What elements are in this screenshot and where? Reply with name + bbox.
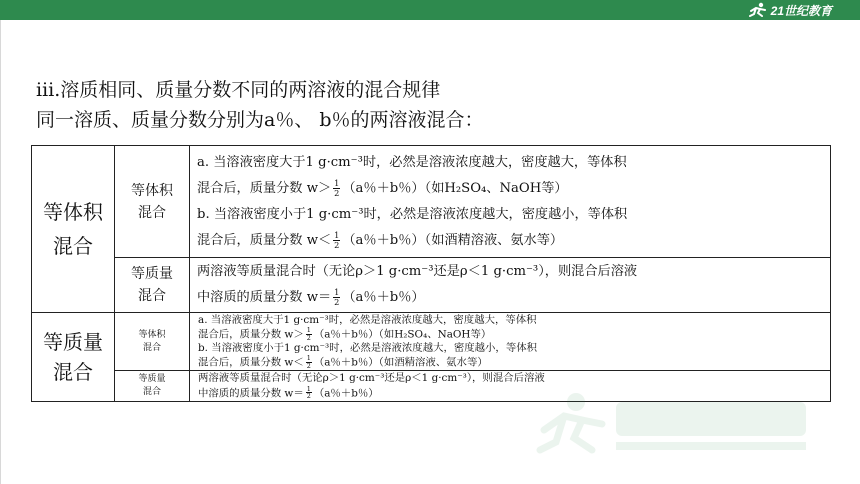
rule-a-line1: a. 当溶液密度大于1 g·cm⁻³时，必然是溶液浓度越大，密度越大，等体积 [197,154,627,170]
mixing-rules-table [31,145,831,313]
rule-c-line1: 两溶液等质量混合时（无论ρ＞1 g·cm⁻³还是ρ＜1 g·cm⁻³），则混合后溶液 [197,264,638,279]
rule-b-line1: b. 当溶液密度小于1 g·cm⁻³时，必然是溶液浓度越大，密度越小，等体积 [197,206,628,222]
logo-text: 21世纪教育 [770,3,832,18]
brand-logo [748,1,832,19]
half-fraction: $\frac{1}{2}$ [306,353,311,370]
top-bar [0,0,860,20]
subheader-equal-mass: 等质量 混合 [115,258,190,313]
runner-logo-icon [748,2,768,18]
subheader-equal-mass-small: 等质量 混合 [115,371,190,402]
watermark-logo-icon [536,388,816,458]
rule-equal-mass-small: 两溶液等质量混合时（无论ρ＞1 g·cm⁻³还是ρ＜1 g·cm⁻³），则混合后溶液 中溶质的质量分数 w＝ $\frac{1}{2}$ （a％＋b％） [190,371,831,402]
subheader-equal-volume: 等体积 混合 [115,146,190,258]
rule-c-line2: 中溶质的质量分数 w＝ $\frac{1}{2}$ （a％＋b％） [197,287,425,307]
rule-a-line2: 混合后，质量分数 w＞ $\frac{1}{2}$ （a％＋b％）（如H₂SO₄、NaOH等） [197,177,568,198]
rule-equal-volume [190,146,831,258]
rule-equal-volume-small: a. 当溶液密度大于1 g·cm⁻³时，必然是溶液浓度越大，密度越大，等体积 混合后，质量分数 w＞ $\frac{1}{2}$ （a％＋b％）（如H₂SO₄、NaOH等） b. 当溶液密度小于1 g·cm⁻³时，必然是溶液浓度越大，密度越小，等体积 混合后，质量分数 w＜ $\frac{1}{2}$ （a％＋b％）（如酒精溶液、氨水等） [190,313,831,371]
left-border-line [0,20,1,484]
half-fraction: $\frac{1}{2}$ [334,177,340,198]
section-heading: ⅲ.溶质相同、质量分数不同的两溶液的混合规律 [36,79,441,101]
row-header-equal-mass: 等质量 混合 [32,313,115,402]
half-fraction: $\frac{1}{2}$ [306,384,311,401]
half-fraction: $\frac{1}{2}$ [306,326,311,342]
subheader-equal-volume-small: 等体积 混合 [115,313,190,371]
row-header-equal-volume: 等体积 混合 [32,146,115,313]
rule-b-line2: 混合后，质量分数 w＜ $\frac{1}{2}$ （a％＋b％）（如酒精溶液、氨水等） [197,229,564,250]
half-fraction: $\frac{1}{2}$ [334,287,340,307]
half-fraction: $\frac{1}{2}$ [334,229,340,250]
section-intro: 同一溶质、质量分数分别为a％、 b％的两溶液混合： [36,109,484,131]
rule-equal-mass [190,258,831,313]
